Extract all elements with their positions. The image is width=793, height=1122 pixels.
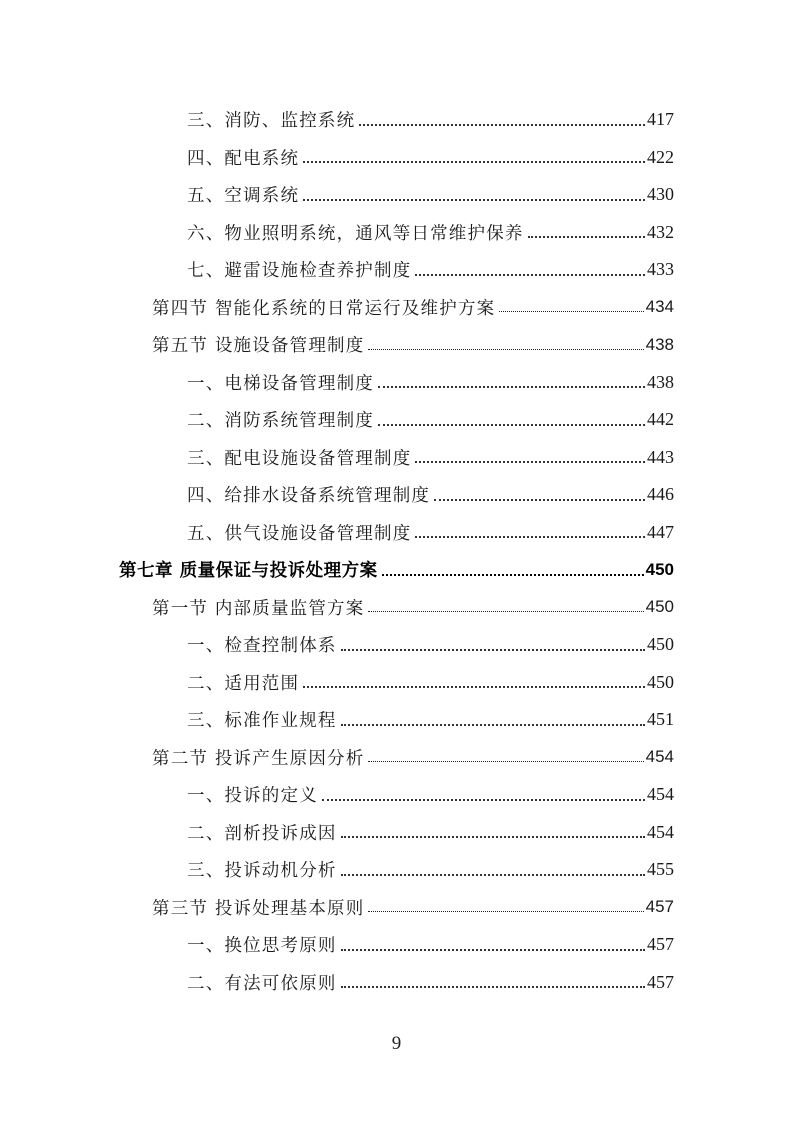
toc-entry-title: 第三节 投诉处理基本原则	[152, 898, 365, 919]
toc-entry[interactable]	[187, 364, 674, 401]
toc-entry-title: 一、电梯设备管理制度	[187, 373, 374, 394]
toc-entry-page: 457	[647, 971, 674, 992]
toc-entry-title: 二、消防系统管理制度	[187, 411, 374, 431]
toc-entry[interactable]	[187, 514, 674, 551]
toc-entry[interactable]	[152, 889, 674, 926]
toc-entry-title: 四、配电系统	[187, 148, 300, 169]
toc-entry[interactable]	[187, 776, 674, 813]
toc-entry-title: 第五节 设施设备管理制度	[152, 336, 365, 356]
toc-entry-page: 450	[645, 559, 674, 579]
toc-entry-page: 447	[647, 521, 674, 542]
toc-entry-title: 二、剖析投诉成因	[187, 823, 337, 844]
dot-leader	[382, 560, 644, 580]
toc-entry-page: 433	[647, 259, 674, 279]
toc-entry[interactable]	[187, 964, 674, 1001]
dot-leader	[415, 447, 645, 467]
dot-leader	[434, 485, 645, 505]
dot-leader	[303, 672, 645, 692]
toc-entry[interactable]	[152, 289, 674, 326]
dot-leader	[378, 410, 645, 430]
toc-entry[interactable]	[187, 814, 674, 851]
dot-leader	[415, 522, 645, 542]
toc-entry-page: 454	[647, 821, 674, 842]
toc-entry[interactable]	[187, 401, 674, 438]
toc-entry-page: 430	[647, 184, 674, 204]
toc-entry-page: 443	[647, 446, 674, 467]
toc-entry-page: 454	[647, 784, 674, 804]
toc-entry[interactable]	[187, 851, 674, 888]
dot-leader	[499, 297, 643, 317]
toc-entry[interactable]	[187, 214, 674, 251]
toc-entry[interactable]	[187, 626, 674, 663]
toc-entry-page: 450	[645, 597, 674, 616]
toc-entry-title: 四、给排水设备系统管理制度	[187, 486, 431, 506]
toc-entry-title: 二、有法可依原则	[187, 973, 337, 994]
toc-entry-title: 三、消防、监控系统	[187, 111, 356, 131]
toc-entry[interactable]	[187, 664, 674, 701]
dot-leader	[341, 860, 645, 880]
toc-entry-page: 442	[647, 409, 674, 429]
toc-entry-title: 六、物业照明系统，通风等日常维护保养	[187, 223, 524, 244]
toc-entry-title: 五、供气设施设备管理制度	[187, 523, 412, 544]
toc-entry[interactable]	[152, 739, 674, 776]
toc-entry[interactable]	[187, 926, 674, 963]
dot-leader	[303, 147, 645, 167]
toc-entry-title: 三、配电设施设备管理制度	[187, 448, 412, 469]
dot-leader	[341, 822, 645, 842]
toc-chapter-entry[interactable]	[119, 551, 674, 588]
toc-entry-title: 一、换位思考原则	[187, 936, 337, 956]
toc-entry[interactable]	[187, 439, 674, 476]
toc-entry-title: 三、投诉动机分析	[187, 861, 337, 881]
toc-entry-page: 450	[647, 671, 674, 692]
toc-entry-page: 450	[647, 634, 674, 654]
dot-leader	[359, 110, 645, 130]
toc-entry[interactable]	[152, 326, 674, 363]
toc-entry-title: 第一节 内部质量监管方案	[152, 598, 365, 619]
toc-entry-title: 一、投诉的定义	[187, 786, 318, 806]
toc-entry-page: 457	[647, 934, 674, 954]
dot-leader	[528, 222, 645, 242]
page-number: 9	[391, 1033, 402, 1054]
dot-leader	[368, 335, 643, 355]
dot-leader	[303, 185, 645, 205]
toc-entry-title: 第二节 投诉产生原因分析	[152, 748, 365, 769]
toc-entry-title: 第七章 质量保证与投诉处理方案	[119, 561, 378, 581]
toc-entry-page: 434	[645, 297, 674, 316]
toc-entry-page: 446	[647, 484, 674, 504]
dot-leader	[341, 635, 645, 655]
toc-entry-page: 454	[645, 747, 674, 766]
toc-entry-title: 五、空调系统	[187, 186, 300, 206]
dot-leader	[368, 747, 643, 767]
toc-entry-page: 417	[647, 109, 674, 129]
toc-entry[interactable]	[152, 589, 674, 626]
toc-entry[interactable]	[187, 476, 674, 513]
toc-entry-title: 一、检查控制体系	[187, 636, 337, 656]
toc-entry[interactable]	[187, 139, 674, 176]
dot-leader	[415, 260, 645, 280]
toc-entry-page: 457	[645, 897, 674, 916]
toc-entry[interactable]	[187, 251, 674, 288]
dot-leader	[341, 972, 645, 992]
toc-entry-title: 三、标准作业规程	[187, 711, 337, 731]
dot-leader	[341, 935, 645, 955]
toc-entry[interactable]	[187, 701, 674, 738]
toc-entry-title: 七、避雷设施检查养护制度	[187, 261, 412, 281]
toc-entry-title: 第四节 智能化系统的日常运行及维护方案	[152, 298, 496, 319]
dot-leader	[378, 372, 645, 392]
toc-entry-page: 422	[647, 146, 674, 167]
toc-entry[interactable]	[187, 176, 674, 213]
toc-entry-page: 451	[647, 709, 674, 729]
toc-entry-page: 432	[647, 221, 674, 242]
toc-entry-page: 455	[647, 859, 674, 879]
dot-leader	[322, 785, 645, 805]
dot-leader	[368, 897, 643, 917]
dot-leader	[341, 710, 645, 730]
dot-leader	[368, 597, 643, 617]
toc-entry[interactable]	[187, 101, 674, 138]
toc-entry-title: 二、适用范围	[187, 673, 300, 694]
toc-entry-page: 438	[645, 334, 674, 354]
toc-entry-page: 438	[647, 371, 674, 392]
